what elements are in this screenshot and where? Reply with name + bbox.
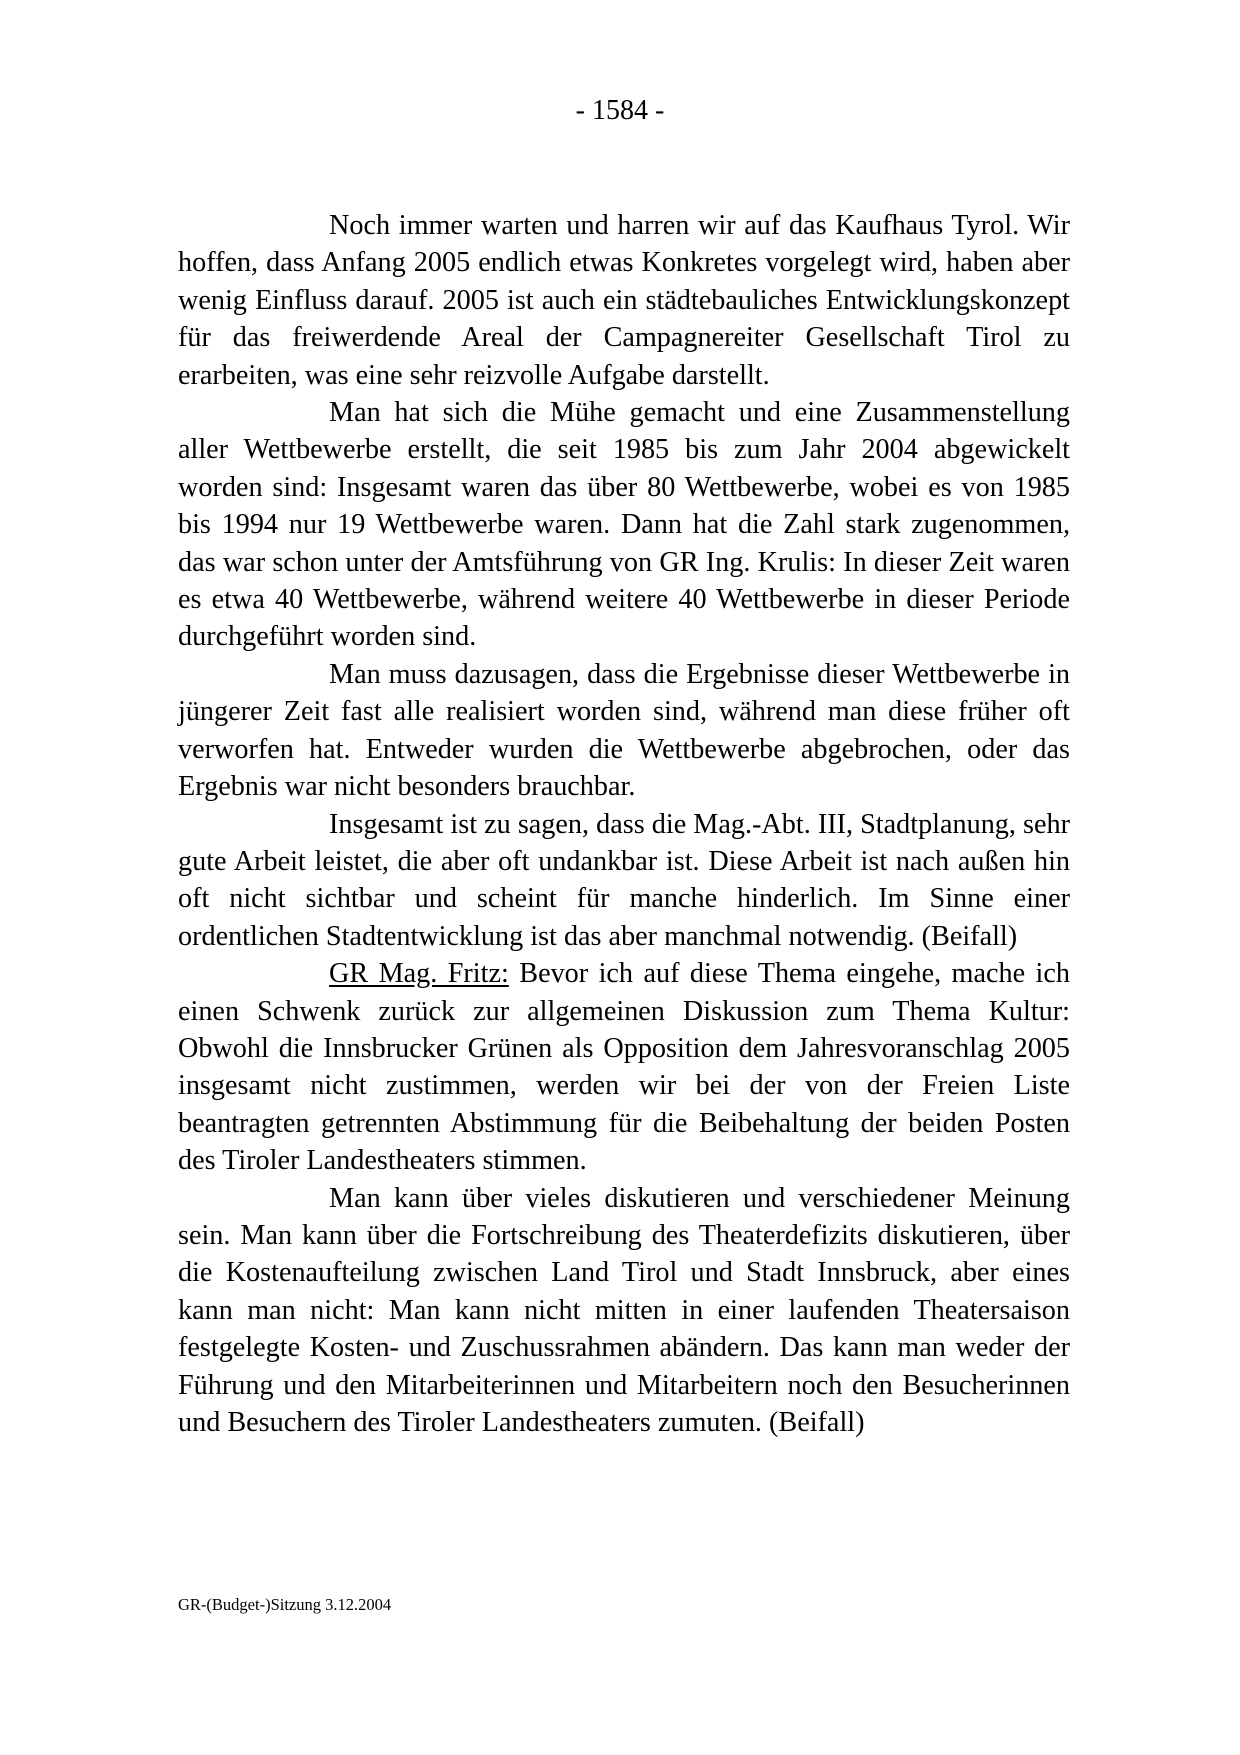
paragraph-4: Insgesamt ist zu sagen, dass die Mag.-Abt. III, Stadtplanung, sehr gute Arbeit leistet, die aber oft undankbar ist. Diese Arbeit ist nach außen hin oft nicht sichtbar und scheint für manche hinderlich. Im Sinne einer ordentlichen Stadtentwicklung ist das aber manchmal notwendig. (Beifall) [178, 808, 1070, 952]
speaker-name: GR Mag. Fritz: [329, 958, 509, 990]
paragraph-3: Man muss dazusagen, dass die Ergebnisse dieser Wettbewerbe in jüngerer Zeit fast alle realisiert worden sind, während man diese früher oft verworfen hat. Entweder wurden die Wettbewerbe abgebrochen, oder das Ergebnis war nicht besonders brauchbar. [178, 658, 1070, 803]
body-text [178, 207, 1070, 1441]
paragraph-2: Man hat sich die Mühe gemacht und eine Zusammenstellung aller Wettbewerbe erstellt, die seit 1985 bis zum Jahr 2004 abgewickelt worden sind: Insgesamt waren das über 80 Wettbewerbe, wobei es von 1985 bis 1994 nur 19 Wettbewerbe waren. Dann hat die Zahl stark zugenommen, das war schon unter der Amtsführung von GR Ing. Krulis: In dieser Zeit waren es etwa 40 Wettbewerbe, während weitere 40 Wettbewerbe in dieser Periode durchgeführt worden sind. [178, 397, 1070, 653]
page-number: - 1584 - [575, 95, 665, 126]
paragraph-5 [178, 955, 1070, 1179]
paragraph-1: Noch immer warten und harren wir auf das Kaufhaus Tyrol. Wir hoffen, dass Anfang 2005 endlich etwas Konkretes vorgelegt wird, haben aber wenig Einfluss darauf. 2005 ist auch ein städtebauliches Entwicklungskonzept für das freiwerdende Areal der Campagnereiter Gesellschaft Tirol zu erarbeiten, was eine sehr reizvolle Aufgabe darstellt. [178, 210, 1070, 391]
paragraph-5-text: Bevor ich auf diese Thema eingehe, mache ich einen Schwenk zurück zur allgemeinen Diskussion zum Thema Kultur: Obwohl die Innsbrucker Grünen als Opposition dem Jahresvoranschlag 2005 insgesamt nicht zustimmen, werden wir bei der von der Freien Liste beantragten getrennten Abstimmung für die Beibehaltung der beiden Posten des Tiroler Landestheaters stimmen. [178, 958, 1070, 1177]
paragraph-6: Man kann über vieles diskutieren und verschiedener Meinung sein. Man kann über die Fortschreibung des Theaterdefizits diskutieren, über die Kostenaufteilung zwischen Land Tirol und Stadt Innsbruck, aber eines kann man nicht: Man kann nicht mitten in einer laufenden Theatersaison festgelegte Kosten- und Zuschussrahmen abändern. Das kann man weder der Führung und den Mitarbeiterinnen und Mitarbeitern noch den Besucherinnen und Besuchern des Tiroler Landestheaters zumuten. (Beifall) [178, 1182, 1070, 1438]
footer-session-label: GR-(Budget-)Sitzung 3.12.2004 [178, 1595, 392, 1614]
